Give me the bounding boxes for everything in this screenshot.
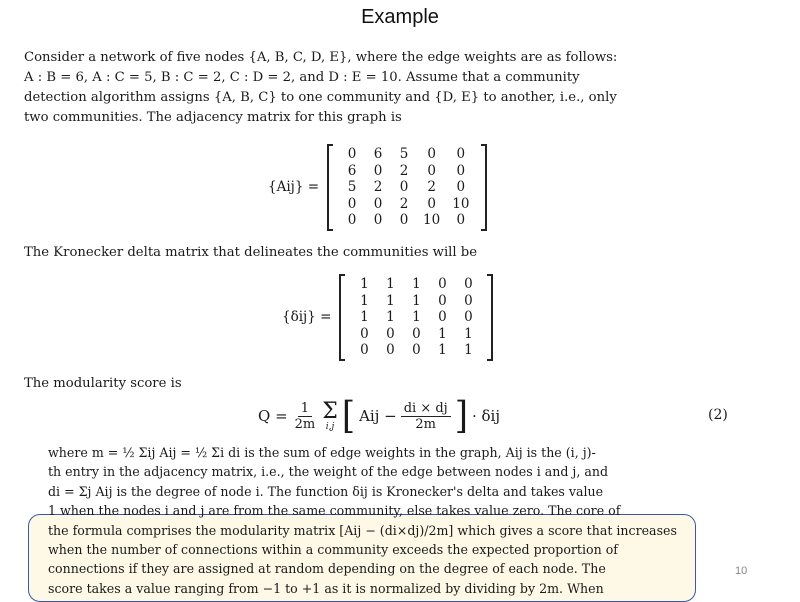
matrix-cell: 1 bbox=[412, 309, 421, 326]
matrix-cell: 1 bbox=[438, 325, 447, 342]
matrix-row bbox=[339, 146, 475, 163]
matrix-cell: 0 bbox=[373, 212, 383, 229]
matrix-cell: 1 bbox=[360, 309, 369, 326]
matrix-cell: 0 bbox=[347, 212, 357, 229]
matrix-cell: 0 bbox=[360, 325, 369, 342]
matrix-cell: 0 bbox=[464, 276, 473, 292]
slide-title: Example bbox=[361, 6, 439, 28]
eq-tail: · δij bbox=[471, 407, 500, 425]
eq-frac2-num: di × dj bbox=[401, 401, 451, 417]
right-bracket: ] bbox=[454, 394, 468, 438]
matrix-cell: 2 bbox=[373, 179, 383, 196]
matrix-cell: 1 bbox=[464, 342, 473, 359]
explanation-paragraph bbox=[48, 443, 698, 598]
explanation-line: connections if they are assigned at random depending on the degree of each node. The bbox=[48, 561, 606, 577]
matrix-cell: 0 bbox=[438, 309, 447, 326]
intro-line: two communities. The adjacency matrix for this graph is bbox=[24, 110, 402, 125]
explanation-line: when the number of connections within a community exceeds the expected proportion of bbox=[48, 542, 618, 558]
eq-sum-sub: i,j bbox=[325, 421, 335, 432]
matrix-row bbox=[339, 212, 475, 229]
matrix-cell: 1 bbox=[386, 276, 395, 292]
matrix-row bbox=[351, 309, 481, 326]
eq-lhs: Q = bbox=[258, 407, 288, 425]
adjacency-matrix bbox=[327, 144, 487, 231]
equation-number: (2) bbox=[708, 407, 728, 423]
kronecker-matrix-block bbox=[282, 274, 493, 361]
left-bracket: [ bbox=[341, 394, 356, 438]
matrix-cell: 0 bbox=[456, 179, 466, 196]
matrix-cell: 2 bbox=[399, 162, 409, 179]
explanation-line: di = Σj Aij is the degree of node i. The function δij is Kronecker's delta and takes value bbox=[48, 483, 604, 499]
matrix-cell: 10 bbox=[452, 195, 470, 212]
intro-paragraph bbox=[24, 48, 744, 128]
explanation-line: where m = ½ Σij Aij = ½ Σi di is the sum of edge weights in the graph, Aij is the (i, j)- bbox=[48, 445, 596, 460]
matrix-cell: 0 bbox=[399, 212, 409, 229]
matrix-cell: 1 bbox=[386, 309, 395, 326]
matrix-cell: 1 bbox=[464, 325, 473, 342]
eq-fraction-2 bbox=[401, 401, 451, 432]
matrix-cell: 1 bbox=[386, 292, 395, 309]
matrix-cell: 0 bbox=[412, 342, 421, 359]
matrix-cell: 0 bbox=[386, 342, 395, 359]
matrix-row bbox=[351, 276, 481, 293]
matrix-cell: 0 bbox=[427, 195, 436, 212]
kronecker-matrix bbox=[339, 274, 493, 361]
matrix-cell: 0 bbox=[456, 146, 466, 162]
explanation-line: the formula comprises the modularity matrix [Aij − (di×dj)/2m] which gives a score that increases bbox=[48, 522, 677, 538]
intro-line: detection algorithm assigns {A, B, C} to one community and {D, E} to another, i.e., only bbox=[24, 90, 617, 105]
explanation-line: 1 when the nodes i and j are from the same community, else takes value zero. The core of bbox=[48, 503, 621, 519]
matrix-cell: 6 bbox=[373, 146, 383, 162]
matrix-row bbox=[339, 163, 475, 180]
matrix-cell: 0 bbox=[438, 276, 447, 292]
matrix-cell: 0 bbox=[347, 195, 357, 212]
matrix-row bbox=[351, 342, 481, 359]
matrix-cell: 5 bbox=[399, 146, 409, 162]
matrix-row bbox=[339, 179, 475, 196]
matrix-cell: 0 bbox=[464, 292, 473, 309]
matrix-row bbox=[351, 326, 481, 343]
matrix-cell: 0 bbox=[399, 179, 409, 196]
sum-symbol: Σ i,j bbox=[322, 398, 338, 432]
adjacency-label: {Aij} = bbox=[268, 179, 320, 196]
page-number: 10 bbox=[735, 565, 748, 577]
matrix-cell: 0 bbox=[456, 212, 466, 229]
eq-frac2-den: 2m bbox=[415, 416, 436, 432]
matrix-cell: 0 bbox=[464, 309, 473, 326]
matrix-cell: 1 bbox=[360, 276, 369, 292]
matrix-row bbox=[339, 196, 475, 213]
eq-fraction bbox=[292, 401, 319, 432]
intro-line: A : B = 6, A : C = 5, B : C = 2, C : D = 2, and D : E = 10. Assume that a community bbox=[24, 70, 580, 85]
matrix-cell: 0 bbox=[373, 162, 383, 179]
kronecker-label: {δij} = bbox=[282, 309, 332, 326]
matrix-row bbox=[351, 293, 481, 310]
matrix-cell: 0 bbox=[347, 146, 357, 162]
matrix-cell: 0 bbox=[386, 325, 395, 342]
matrix-cell: 1 bbox=[438, 342, 447, 359]
matrix-cell: 10 bbox=[423, 212, 441, 229]
intro-line: Consider a network of five nodes {A, B, C, D, E}, where the edge weights are as follows: bbox=[24, 50, 618, 65]
matrix-cell: 0 bbox=[427, 146, 436, 162]
adjacency-matrix-block bbox=[268, 144, 487, 231]
kronecker-intro: The Kronecker delta matrix that delineates the communities will be bbox=[24, 245, 478, 260]
matrix-cell: 2 bbox=[399, 195, 409, 212]
matrix-cell: 0 bbox=[456, 162, 466, 179]
matrix-cell: 2 bbox=[427, 179, 436, 196]
matrix-cell: 0 bbox=[373, 195, 383, 212]
eq-frac-num: 1 bbox=[298, 401, 312, 417]
explanation-line: score takes a value ranging from −1 to +1 as it is normalized by dividing by 2m. When bbox=[48, 580, 604, 596]
matrix-cell: 1 bbox=[360, 292, 369, 309]
matrix-cell: 0 bbox=[360, 342, 369, 359]
matrix-cell: 6 bbox=[347, 162, 357, 179]
matrix-cell: 1 bbox=[412, 276, 421, 292]
eq-term-a: Aij − bbox=[359, 407, 397, 425]
matrix-cell: 0 bbox=[427, 162, 436, 179]
modularity-intro: The modularity score is bbox=[24, 376, 182, 391]
eq-frac-den: 2m bbox=[294, 416, 316, 432]
matrix-cell: 5 bbox=[347, 179, 357, 196]
modularity-equation bbox=[0, 393, 800, 439]
matrix-cell: 0 bbox=[438, 292, 447, 309]
matrix-cell: 0 bbox=[412, 325, 421, 342]
explanation-line: th entry in the adjacency matrix, i.e., the weight of the edge between nodes i and j, and bbox=[48, 464, 609, 480]
matrix-cell: 1 bbox=[412, 292, 421, 309]
